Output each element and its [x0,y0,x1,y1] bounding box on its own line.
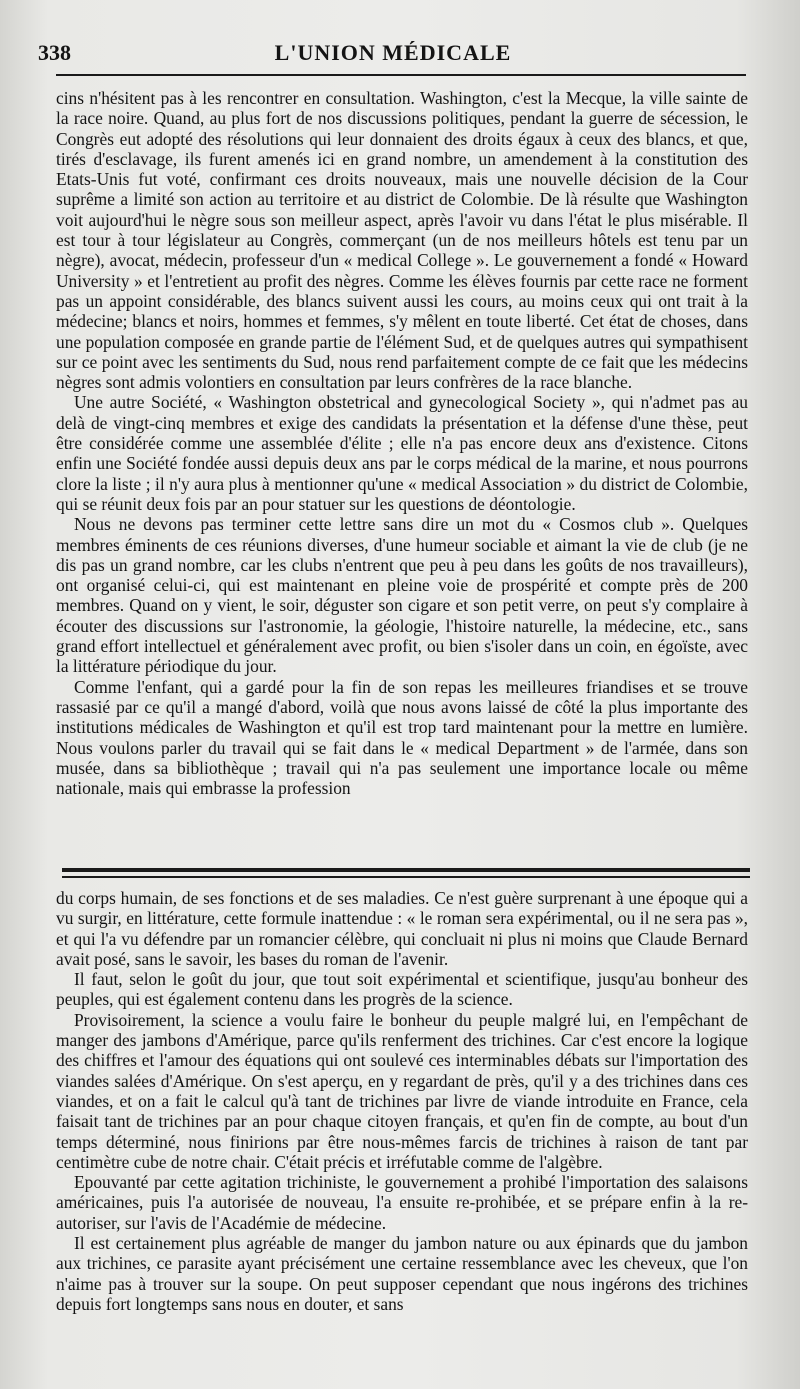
paragraph: Il est certainement plus agréable de manger du jambon nature ou aux épinards que du jambon aux trichines, ce parasite ayant précisément une certaine ressemblance avec les cheveux, que l'on n'aime pas à trouver sur la soupe. On peut supposer cependant que nous ingérons des trichines depuis fort longtemps sans nous en douter, et sans [56,1233,748,1314]
page-number: 338 [38,40,71,65]
section-divider-thin [62,876,750,878]
page-header [38,40,748,70]
paragraph: cins n'hésitent pas à les rencontrer en consultation. Washington, c'est la Mecque, la ville sainte de la race noire. Quand, au plus fort de nos discussions politiques, pendant la guerre de sécession, le Congrès eut adopté des résolutions qui leur donnaient des droits égaux à ceux des blancs, et que, tirés d'esclavage, ils furent amenés ici en grand nombre, un amendement à la constitution des Etats-Unis fut voté, confirmant ces droits nouveaux, mais une nouvelle décision de la Cour suprême a limité son action au territoire et au district de Colombie. De là résulte que Washington voit aujourd'hui le nègre sous son meilleur aspect, après l'avoir vu dans l'état le plus misérable. Il est tour à tour législateur au Congrès, commerçant (un de nos meilleurs hôtels est tenu par un nègre), avocat, médecin, professeur d'un « medical College ». Le gouvernement a fondé « Howard University » et l'entretient au profit des nègres. Comme les élèves fournis par cette race ne forment pas un appoint considérable, des blancs suivent aussi les cours, au moins ceux qui ont trait à la médecine; blancs et noirs, hommes et femmes, s'y mêlent en toute liberté. Cet état de choses, dans une population composée en grande partie de l'élément Sud, et de quelques autres qui sympathisent sur ce point avec les sentiments du Sud, nous rend parfaitement compte de ce fait que les médecins nègres sont admis volontiers en consultation par leurs confrères de la race blanche. [56,88,748,393]
paragraph: Il faut, selon le goût du jour, que tout soit expérimental et scientifique, jusqu'au bonheur des peuples, qui est également contenu dans les progrès de la science. [56,969,748,1010]
paragraph: Nous ne devons pas terminer cette lettre sans dire un mot du « Cosmos club ». Quelques membres éminents de ces réunions diverses, d'une humeur sociable et aimant la vie de club (je ne dis pas un grand nombre, car les clubs n'entrent que peu à peu dans les goûts de nos travailleurs), ont organisé celui-ci, qui est maintenant en pleine voie de prospérité et compte près de 200 membres. Quand on y vient, le soir, déguster son cigare et son petit verre, on peut s'y complaire à écouter des discussions sur l'astronomie, la géologie, l'histoire naturelle, la médecine, etc., sans grand effort intellectuel et généralement avec profit, ou bien s'isoler dans un coin, en égoïste, avec la littérature périodique du jour. [56,514,748,677]
paragraph: Provisoirement, la science a voulu faire le bonheur du peuple malgré lui, en l'empêchant de manger des jambons d'Amérique, parce qu'ils renferment des trichines. Car c'est encore la logique des chiffres et l'amour des équations qui ont soulevé ces interminables débats sur l'importation des viandes salées d'Amérique. On s'est aperçu, en y regardant de près, qu'il y a des trichines dans ces viandes, et on a fait le calcul qu'à tant de trichines par livre de viande introduite en France, cela faisait tant de trichines par an pour chaque citoyen français, et qu'en fin de compte, au bout d'un temps déterminé, nous finirions par être nous-mêmes farcis de trichines à raison de tant par centimètre cube de notre chair. C'était précis et irréfutable comme de l'algèbre. [56,1009,748,1172]
bottom-text-block [56,888,748,1314]
section-divider-thick [62,868,750,872]
header-rule [56,74,746,76]
paragraph: Une autre Société, « Washington obstetrical and gynecological Society », qui n'admet pas au delà de vingt-cinq membres et exige des candidats la présentation et la défense d'une thèse, peut être considérée comme une assemblée d'élite ; elle n'a pas encore deux ans d'existence. Citons enfin une Société fondée aussi depuis deux ans par le corps médical de la marine, et nous pourrons clore la liste ; il n'y aura plus à mentionner qu'une « medical Association » du district de Colombie, qui se réunit deux fois par an pour statuer sur les questions de déontologie. [56,392,748,514]
paragraph: Comme l'enfant, qui a gardé pour la fin de son repas les meilleures friandises et se trouve rassasié par ce qu'il a mangé d'abord, voilà que nous avons laissé de côté la plus importante des institutions médicales de Washington et qu'il est trop tard maintenant pour la mettre en lumière. Nous voulons parler du travail qui se fait dans le « medical Department » de l'armée, dans son musée, dans sa bibliothèque ; travail qui n'a pas seulement une importance locale ou même nationale, mais qui embrasse la profession [56,676,748,799]
top-text-block [56,88,748,798]
paragraph: du corps humain, de ses fonctions et de ses maladies. Ce n'est guère surprenant à une époque qui a vu surgir, en littérature, cette formule inattendue : « le roman sera expérimental, ou il ne sera pas », et qui l'a vu défendre par un romancier célèbre, qui concluait ni plus ni moins que Claude Bernard avait posé, sans le savoir, les bases du roman de l'avenir. [56,888,748,969]
running-title: L'UNION MÉDICALE [274,40,512,65]
paragraph: Epouvanté par cette agitation trichiniste, le gouvernement a prohibé l'importation des salaisons américaines, puis l'a autorisée de nouveau, l'a ensuite re-prohibée, et se prépare enfin à la re-autoriser, sur l'avis de l'Académie de médecine. [56,1172,748,1233]
